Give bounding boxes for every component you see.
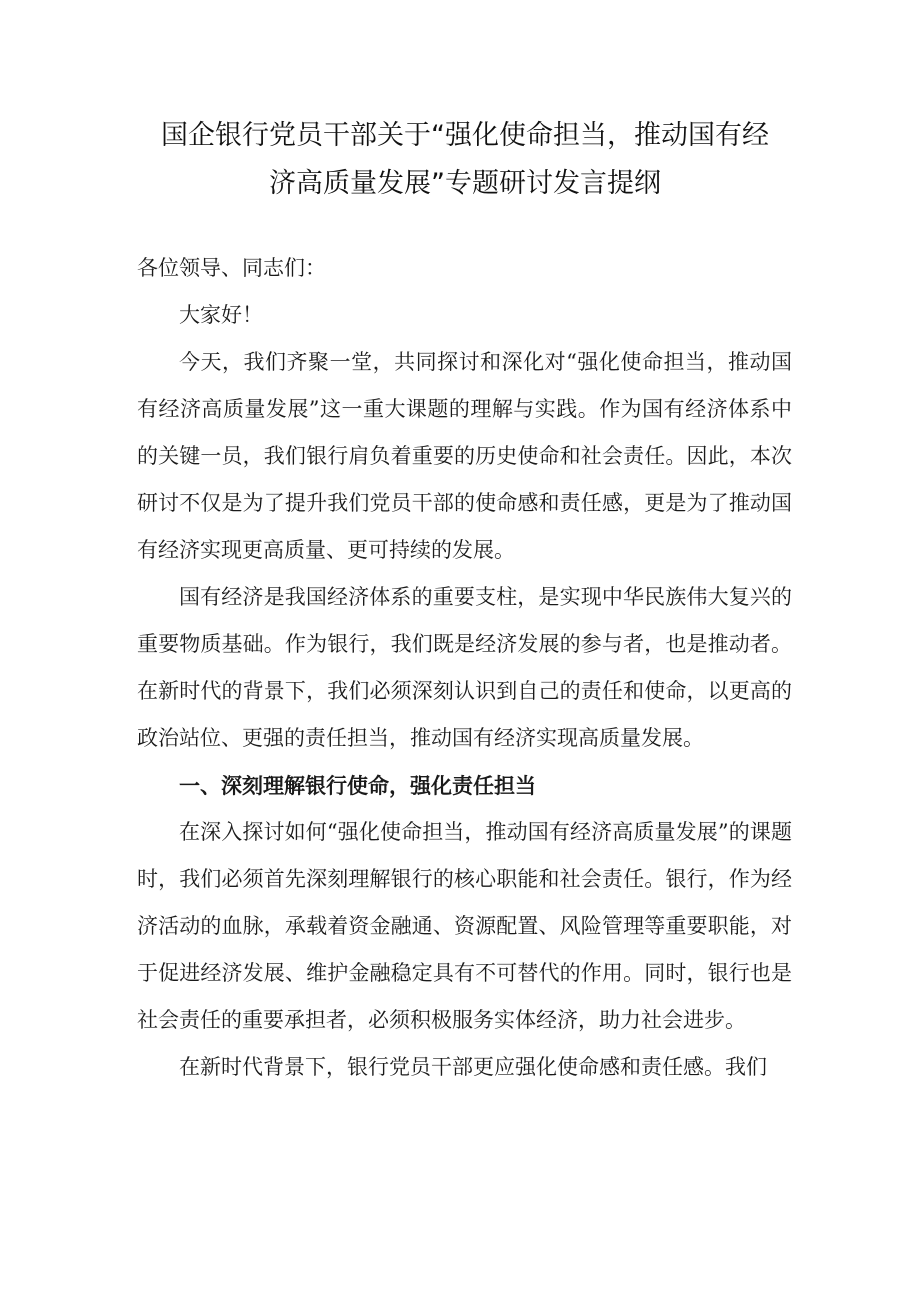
paragraph-state-economy: 国有经济是我国经济体系的重要支柱，是实现中华民族伟大复兴的重要物质基础。作为银行，我们既是经济发展的参与者，也是推动者。在新时代的背景下，我们必须深刻认识到自己的责任和使命，以更高的政治站位、更强的责任担当，推动国有经济实现高质量发展。 (137, 585, 792, 750)
greeting: 大家好！ (179, 303, 263, 327)
salutation: 各位领导、同志们： (137, 256, 326, 280)
section1-paragraph-1: 在深入探讨如何“强化使命担当，推动国有经济高质量发展”的课题时，我们必须首先深刻理解银行的核心职能和社会责任。银行，作为经济活动的血脉，承载着资金融通、资源配置、风险管理等重要职能，对于促进经济发展、维护金融稳定具有不可替代的作用。同时，银行也是社会责任的重要承担者，必须积极服务实体经济，助力社会进步。 (137, 820, 792, 1032)
document-title-line-1: 国企银行党员干部关于“强化使命担当，推动国有经 (161, 120, 769, 151)
document-title-line-2: 济高质量发展”专题研讨发言提纲 (269, 168, 661, 199)
section1-paragraph-2: 在新时代背景下，银行党员干部更应强化使命感和责任感。我们 (179, 1055, 767, 1079)
paragraph-intro: 今天，我们齐聚一堂，共同探讨和深化对“强化使命担当，推动国有经济高质量发展”这一重大课题的理解与实践。作为国有经济体系中的关键一员，我们银行肩负着重要的历史使命和社会责任。因此，本次研讨不仅是为了提升我们党员干部的使命感和责任感，更是为了推动国有经济实现更高质量、更可持续的发展。 (137, 350, 792, 562)
section-heading-1: 一、深刻理解银行使命，强化责任担当 (179, 773, 536, 798)
document-body (137, 245, 792, 1091)
